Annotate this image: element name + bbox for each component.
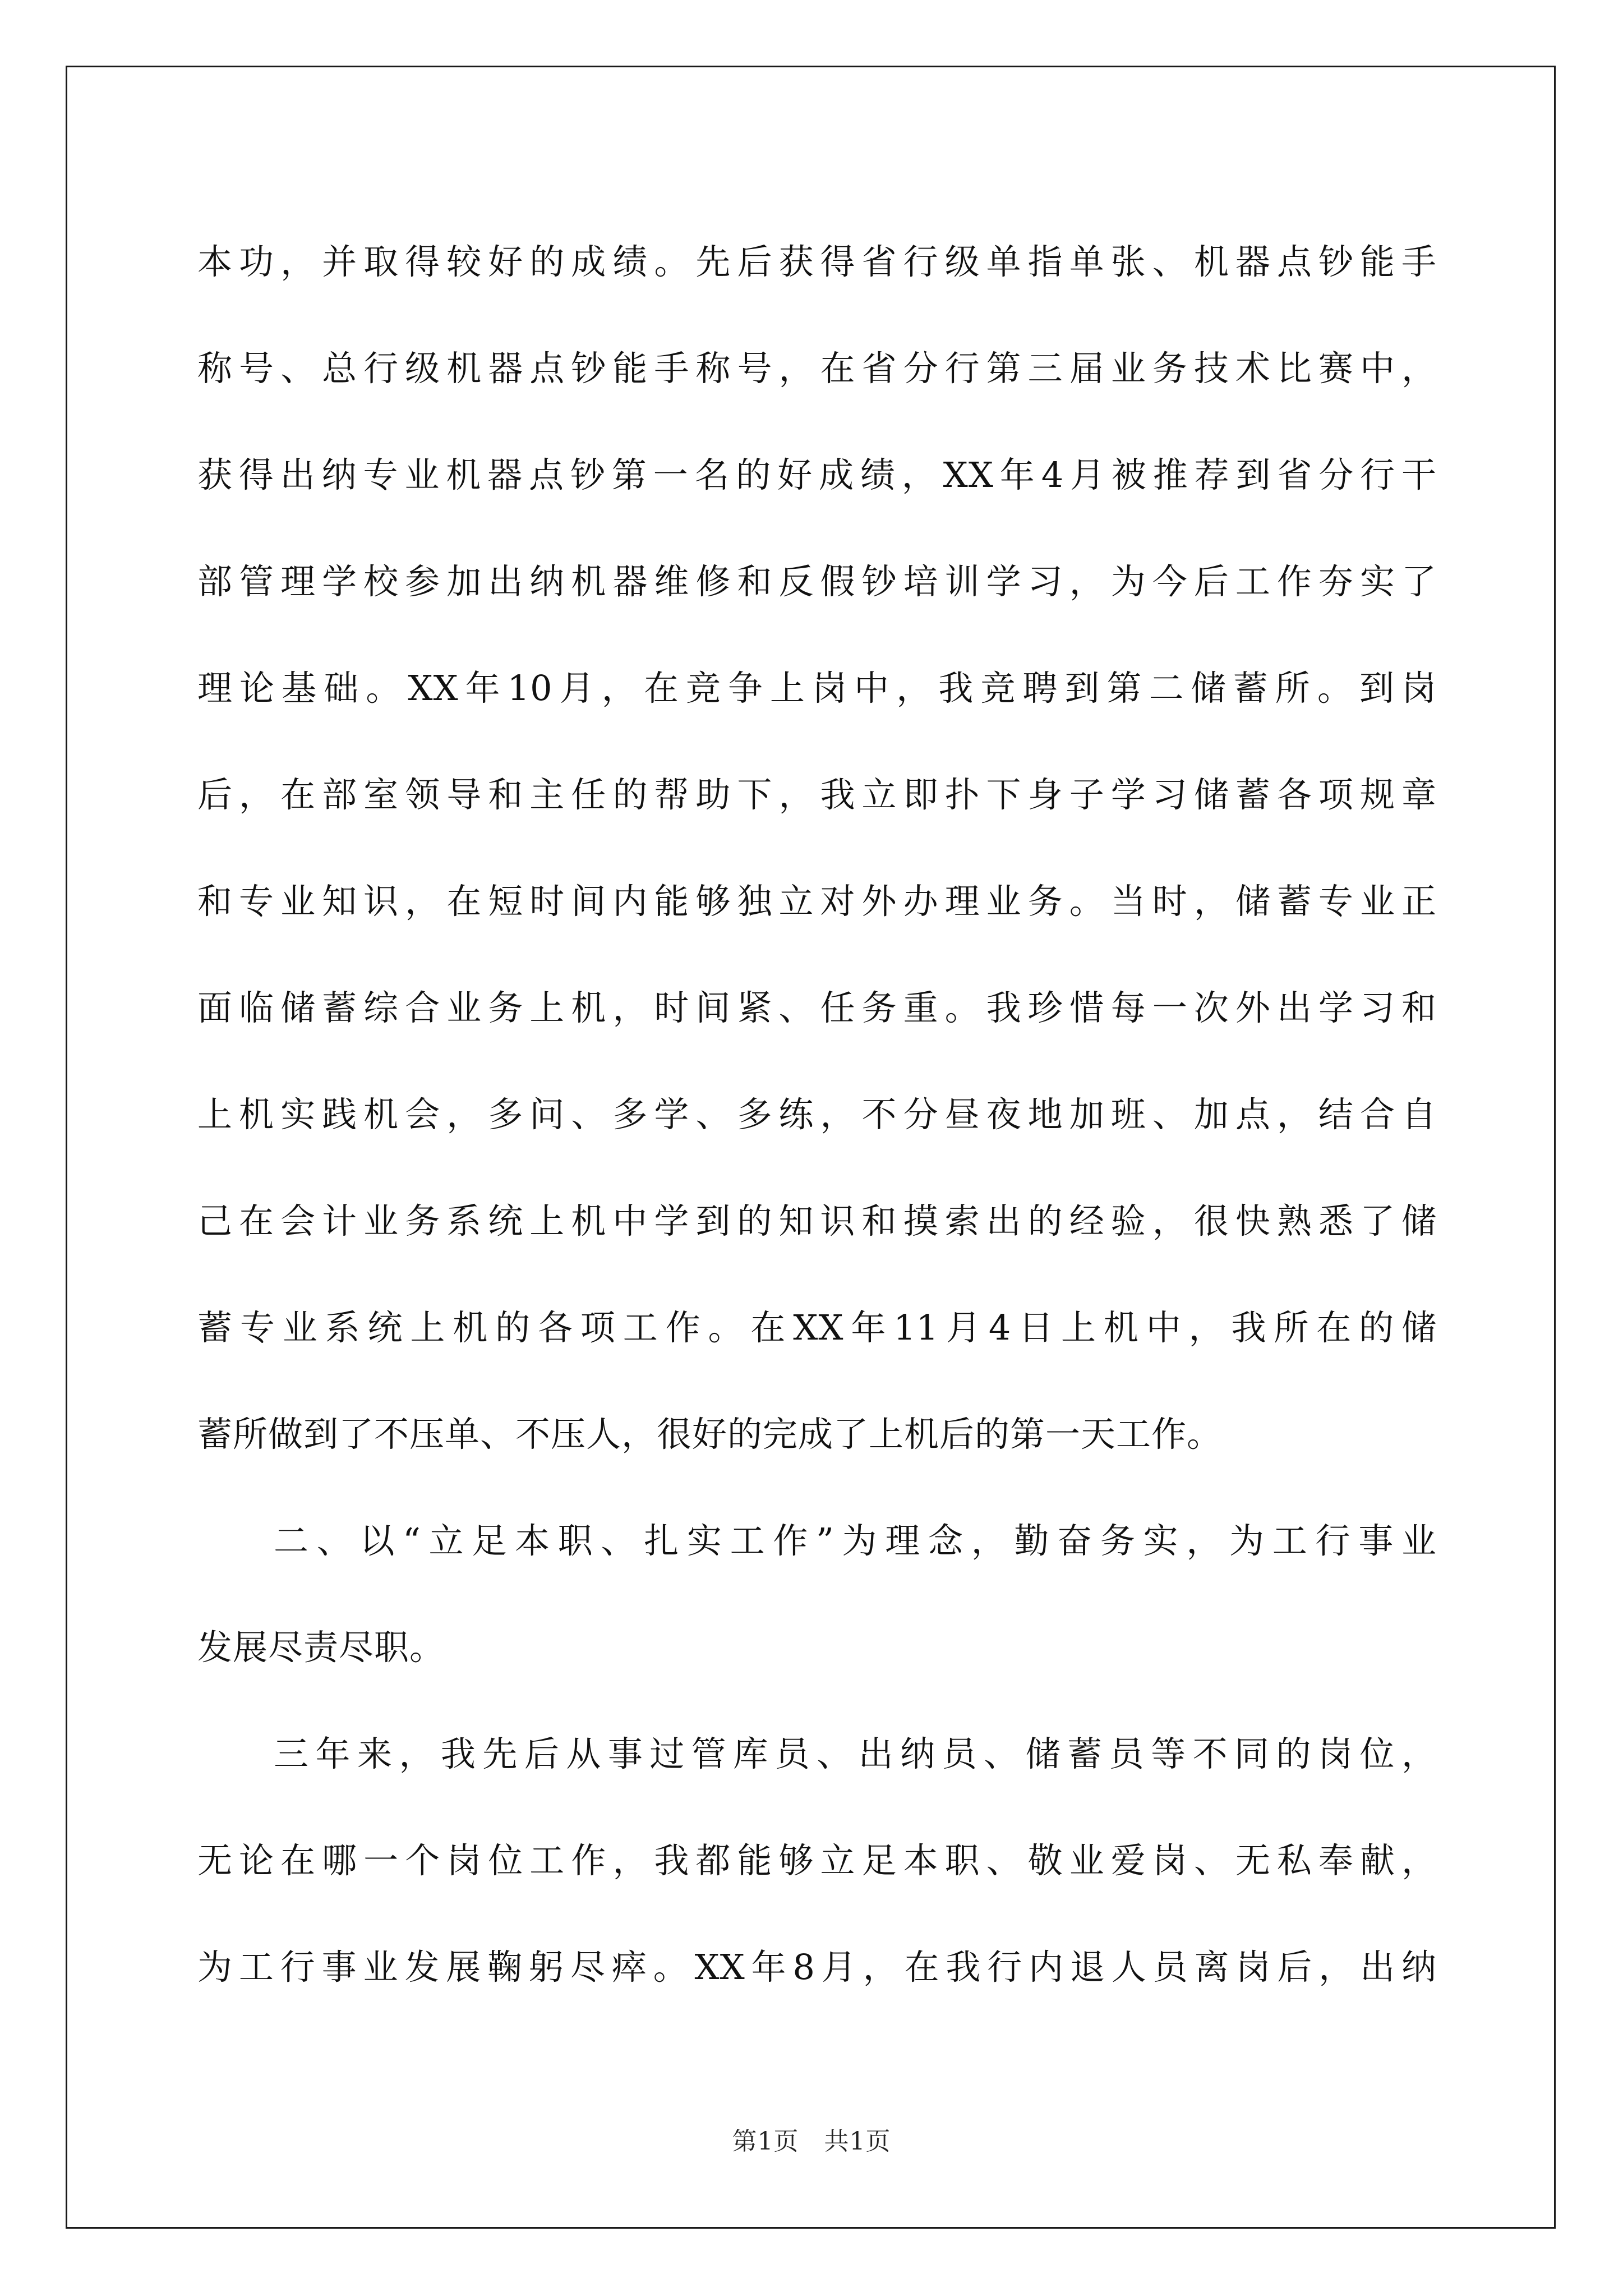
text-line-17: 为工行事业发展鞠躬尽瘁。XX年8月，在我行内退人员离岗后，出纳 (197, 1947, 1437, 1987)
document-body (197, 209, 1437, 2021)
text-line-16: 无论在哪一个岗位工作，我都能够立足本职、敬业爱岗、无私奉献， (197, 1840, 1437, 1881)
text-line-10: 己在会计业务系统上机中学到的知识和摸索出的经验，很快熟悉了储 (197, 1200, 1437, 1241)
text-line-5: 理论基础。XX年10月，在竞争上岗中，我竞聘到第二储蓄所。到岗 (197, 668, 1437, 708)
text-line-8: 面临储蓄综合业务上机，时间紧、任务重。我珍惜每一次外出学习和 (197, 987, 1437, 1028)
text-line-7: 和专业知识，在短时间内能够独立对外办理业务。当时，储蓄专业正 (197, 881, 1437, 922)
text-line-14: 发展尽责尽职。 (197, 1627, 445, 1668)
text-line-11: 蓄专业系统上机的各项工作。在XX年11月4日上机中，我所在的储 (197, 1307, 1437, 1348)
text-line-13: 二、以“立足本职、扎实工作”为理念，勤奋务实，为工行事业 (274, 1520, 1437, 1561)
text-line-3: 获得出纳专业机器点钞第一名的好成绩，XX年4月被推荐到省分行干 (197, 454, 1437, 495)
text-line-2: 称号、总行级机器点钞能手称号，在省分行第三届业务技术比赛中， (197, 348, 1437, 389)
text-line-12: 蓄所做到了不压单、不压人，很好的完成了上机后的第一天工作。 (197, 1414, 1223, 1455)
text-line-1: 本功，并取得较好的成绩。先后获得省行级单指单张、机器点钞能手 (197, 241, 1437, 282)
text-line-4: 部管理学校参加出纳机器维修和反假钞培训学习，为今后工作夯实了 (197, 561, 1437, 602)
page-number-footer: 第1页 共1页 (732, 2127, 891, 2156)
text-line-15: 三年来，我先后从事过管库员、出纳员、储蓄员等不同的岗位， (274, 1733, 1437, 1774)
text-line-9: 上机实践机会，多问、多学、多练，不分昼夜地加班、加点，结合自 (197, 1094, 1437, 1135)
text-line-6: 后，在部室领导和主任的帮助下，我立即扑下身子学习储蓄各项规章 (197, 774, 1437, 815)
